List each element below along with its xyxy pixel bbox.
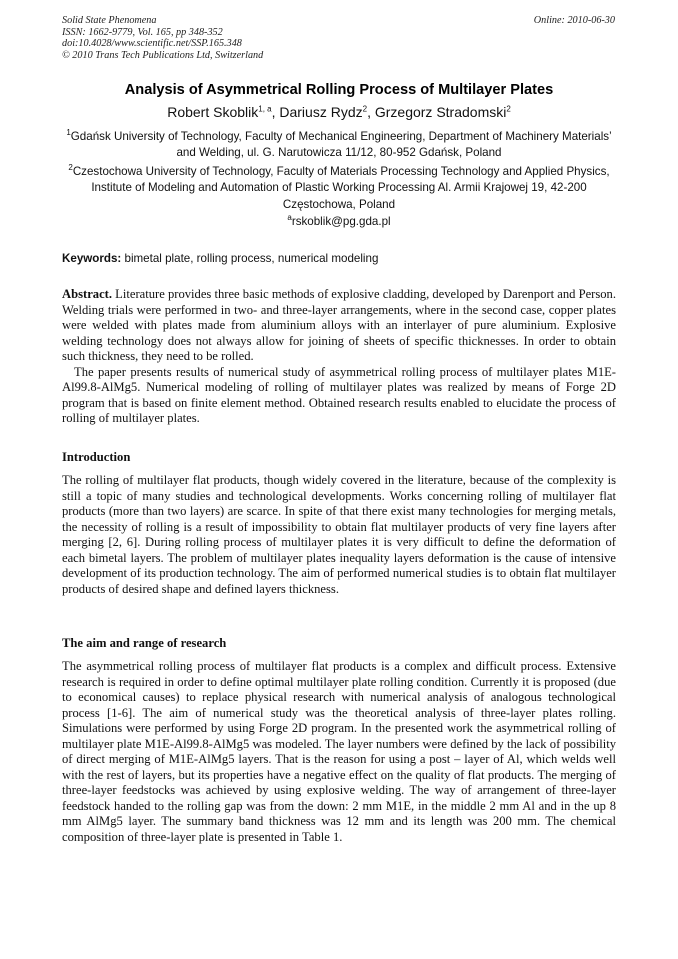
aim-paragraph: The asymmetrical rolling process of multilayer flat products is a complex and difficult process. Extensive research is required in order to define optimal multilayer plate rolling condition. Currently it is proposed (due to economical causes) to replace physical research with numerical analysis of analogous technological process [1-6]. The aim of numerical study was the theoretical analysis of three-layer plates rolling. Simulations were performed by using Forge 2D program. In the presented work the asymmetrical rolling of multilayer plate M1E-Al99.8-AlMg5 was modeled. The layer numbers were defined by the lack of possibility of direct merging of M1E-AlMg5 layers. That is the reason for using a post – layer of Al, which welds well with the rest of layers, but its properties have a negative effect on the quality of flat products. The merging of three-layer feedstocks was achieved by using explosive welding. The way of arrangement of three-layer feedstock handed to the rolling gap was from the down: 2 mm M1E, in the middle 2 mm Al and in the up 8 mm AlMg5 layer. The summary band thickness was 12 mm and its length was 200 mm. The chemical composition of three-layer plate is presented in Table 1. — [62, 659, 616, 845]
affiliation-mark: 2 — [68, 163, 73, 173]
keywords — [62, 252, 616, 265]
author-name: Robert Skoblik — [167, 104, 259, 120]
author-name: Dariusz Rydz — [279, 104, 363, 120]
introduction-body — [62, 473, 616, 597]
email-address: rskoblik@pg.gda.pl — [291, 215, 391, 228]
journal-copyright: © 2010 Trans Tech Publications Ltd, Switzerland — [62, 49, 264, 61]
author-list — [40, 104, 638, 120]
author-affiliation-mark: 1, a — [258, 104, 272, 114]
affiliation-2 — [62, 164, 616, 213]
abstract-text: Literature provides three basic methods of explosive cladding, developed by Darenport and Person. Welding trials were performed in two- and three-layer arrangements, where in the second case, copper plates were welded with plates made from aluminium alloys with an interlayer of pure aluminium. Explosive welding technology does not always allow for joining of sheets of specific thicknesses. In order to obtain such thickness, they need to be rolled. — [62, 287, 616, 364]
affiliation-text: Czestochowa University of Technology, Faculty of Materials Processing Technology and Applied Physics, Institute of Modeling and Automation of Plastic Working Processing Al. Armii Krajowej 19, 42-200 Częstochowa, Poland — [72, 165, 610, 211]
author-affiliation-mark: 2 — [362, 104, 368, 114]
abstract-paragraph-2: The paper presents results of numerical study of asymmetrical rolling process of multilayer plates M1E-Al99.8-AlMg5. Numerical modeling of rolling of multilayer plates was realized by means of Forge 2D program that is based on finite element method. Obtained research results enabled to elucidate the process of rolling of multilayer plates. — [62, 364, 616, 426]
journal-info — [62, 15, 263, 61]
author-separator: , — [271, 104, 280, 120]
paper-title: Analysis of Asymmetrical Rolling Process of Multilayer Plates — [124, 82, 554, 98]
author-email — [62, 215, 616, 228]
online-date: Online: 2010-06-30 — [533, 15, 615, 26]
email-mark: a — [287, 213, 292, 223]
introduction-paragraph: The rolling of multilayer flat products, though widely covered in the literature, because of the complexity is still a topic of many studies and technological developments. Works concerning rolling of multilayer flat products (more than two layers) are scarce. In spite of that there exist many technologies for merging metals, the necessity of rolling is a result of impossibility to obtain flat multilayer products of very fine layers after merging [2, 6]. During rolling process of multilayer plates it is very difficult to define the deformation of each bimetal layers. The problem of multilayer plates inequality layers deformation is the cause of intensive development of its production technology. The aim of performed numerical studies is to obtain flat multilayer products of desired shape and defined layers thickness. — [62, 473, 616, 596]
author-name: Grzegorz Stradomski — [374, 104, 507, 120]
author-affiliation-mark: 2 — [506, 104, 511, 114]
keywords-text: bimetal plate, rolling process, numerical modeling — [121, 252, 379, 265]
aim-body — [62, 659, 616, 846]
aim-heading: The aim and range of research — [62, 636, 227, 650]
abstract — [62, 287, 616, 427]
abstract-label: Abstract. — [62, 287, 113, 301]
abstract-paragraph-1 — [62, 287, 616, 365]
journal-issn: ISSN: 1662-9779, Vol. 165, pp 348-352 — [62, 26, 223, 38]
journal-name: Solid State Phenomena — [62, 15, 157, 26]
keywords-label: Keywords: — [62, 252, 122, 265]
affiliation-text: Gdańsk University of Technology, Faculty of Mechanical Engineering, Department of Machinery Materials’ and Welding, ul. G. Narutowicza 11/12, 80-952 Gdańsk, Poland — [70, 130, 612, 160]
journal-doi: doi:10.4028/www.scientific.net/SSP.165.348 — [62, 38, 242, 50]
affiliation-mark: 1 — [66, 128, 71, 138]
affiliation-1 — [62, 129, 616, 162]
introduction-heading: Introduction — [62, 450, 131, 464]
author-separator: , — [367, 104, 375, 120]
